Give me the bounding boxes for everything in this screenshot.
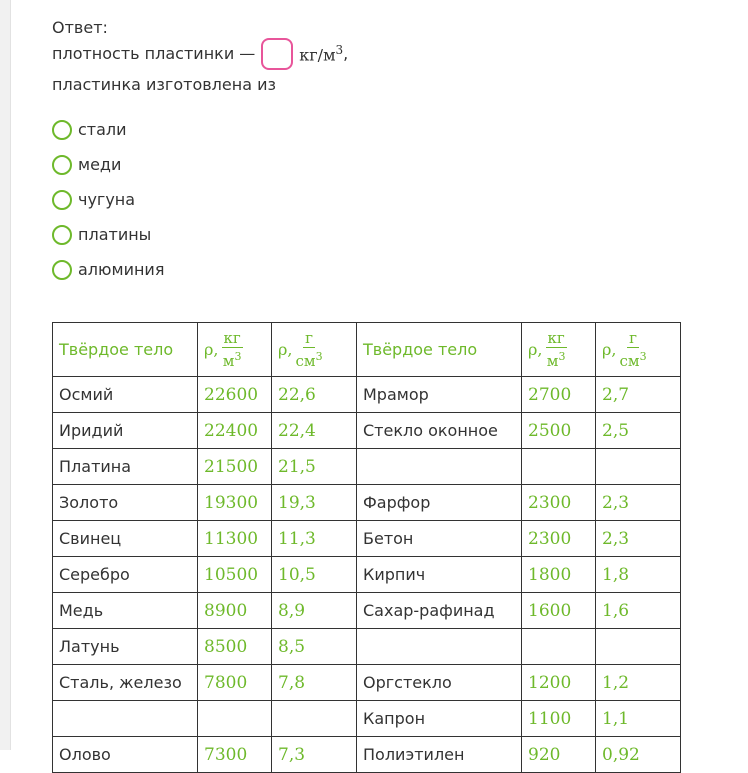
option-copper[interactable]: [52, 147, 164, 182]
option-platinum[interactable]: [52, 217, 164, 252]
cell-kg-m3: 8500: [198, 629, 272, 665]
table-row: [53, 485, 681, 521]
option-label: чугуна: [78, 190, 136, 209]
radio-circle-icon[interactable]: [52, 260, 72, 280]
rho-symbol: ρ,: [204, 340, 219, 359]
unit-m: м: [222, 351, 235, 370]
cell-g-cm3: 2,5: [596, 413, 681, 449]
table-header-row: [53, 323, 681, 377]
density-input[interactable]: [261, 38, 293, 70]
cell-g-cm3: 2,3: [596, 485, 681, 521]
cell-g-cm3: 8,5: [272, 629, 357, 665]
header-rho-kg-m3-2: [522, 323, 596, 377]
cell-g-cm3: 1,2: [596, 665, 681, 701]
cell-kg-m3: [522, 449, 596, 485]
cell-name: Серебро: [53, 557, 198, 593]
density-line: [52, 38, 348, 69]
density-unit: [299, 43, 343, 64]
cell-name: Свинец: [53, 521, 198, 557]
unit-m3: [547, 348, 566, 370]
cell-kg-m3: 10500: [198, 557, 272, 593]
option-label: стали: [78, 120, 127, 139]
header-rho-kg-m3: [198, 323, 272, 377]
unit-suffix: ,: [343, 44, 349, 63]
cell-g-cm3: 21,5: [272, 449, 357, 485]
unit-cm: см: [295, 351, 316, 370]
cell-name: Платина: [53, 449, 198, 485]
unit-g: г: [629, 328, 637, 347]
cell-g-cm3: [272, 701, 357, 737]
table-row: [53, 377, 681, 413]
table-row: [53, 629, 681, 665]
unit-exp: 3: [558, 349, 566, 363]
cell-kg-m3: 2500: [522, 413, 596, 449]
cell-name: Капрон: [357, 701, 522, 737]
cell-g-cm3: 22,6: [272, 377, 357, 413]
table-row: [53, 449, 681, 485]
option-cast-iron[interactable]: [52, 182, 164, 217]
cell-kg-m3: 7800: [198, 665, 272, 701]
cell-kg-m3: 19300: [198, 485, 272, 521]
table-row: [53, 557, 681, 593]
answer-label: Ответ:: [52, 17, 108, 37]
cell-kg-m3: [198, 701, 272, 737]
cell-kg-m3: 11300: [198, 521, 272, 557]
cell-g-cm3: 1,6: [596, 593, 681, 629]
unit-exp: 3: [315, 349, 323, 363]
cell-kg-m3: 21500: [198, 449, 272, 485]
option-label: платины: [78, 225, 152, 244]
cell-name: Осмий: [53, 377, 198, 413]
cell-g-cm3: 11,3: [272, 521, 357, 557]
cell-name: Латунь: [53, 629, 198, 665]
table-row: [53, 737, 681, 773]
cell-kg-m3: 1200: [522, 665, 596, 701]
cell-g-cm3: 19,3: [272, 485, 357, 521]
density-table: [52, 322, 681, 773]
unit-cm3: [296, 348, 323, 370]
cell-g-cm3: [596, 449, 681, 485]
cell-name: [357, 449, 522, 485]
unit-exponent: 3: [335, 42, 344, 57]
radio-circle-icon[interactable]: [52, 120, 72, 140]
table-row: [53, 521, 681, 557]
table-row: [53, 413, 681, 449]
cell-name: Сахар-рафинад: [357, 593, 522, 629]
answer-block: [52, 16, 348, 100]
cell-g-cm3: 0,92: [596, 737, 681, 773]
cell-g-cm3: 1,1: [596, 701, 681, 737]
cell-kg-m3: 2300: [522, 485, 596, 521]
header-rho-g-cm3: [272, 323, 357, 377]
option-aluminium[interactable]: [52, 252, 164, 287]
cell-name: Иридий: [53, 413, 198, 449]
cell-name: Фарфор: [357, 485, 522, 521]
cell-g-cm3: 22,4: [272, 413, 357, 449]
cell-g-cm3: 2,7: [596, 377, 681, 413]
cell-kg-m3: 1100: [522, 701, 596, 737]
option-steel[interactable]: [52, 112, 164, 147]
cell-g-cm3: 8,9: [272, 593, 357, 629]
cell-name: Оргстекло: [357, 665, 522, 701]
cell-kg-m3: 2700: [522, 377, 596, 413]
header-rho-g-cm3-2: [596, 323, 681, 377]
cell-name: Полиэтилен: [357, 737, 522, 773]
cell-name: Олово: [53, 737, 198, 773]
cell-name: Кирпич: [357, 557, 522, 593]
option-label: алюминия: [78, 260, 165, 279]
unit-kg: кг: [223, 328, 241, 347]
cell-name: Золото: [53, 485, 198, 521]
rho-symbol: ρ,: [278, 340, 293, 359]
unit-kg: кг: [547, 328, 565, 347]
cell-kg-m3: 22600: [198, 377, 272, 413]
cell-kg-m3: 7300: [198, 737, 272, 773]
unit-cm3: [620, 348, 647, 370]
table-row: [53, 593, 681, 629]
unit-m3: [223, 348, 242, 370]
material-prompt: пластинка изготовлена из: [52, 75, 276, 94]
cell-g-cm3: [596, 629, 681, 665]
table-row: [53, 665, 681, 701]
table-row: [53, 701, 681, 737]
unit-g: г: [305, 328, 313, 347]
cell-name: [357, 629, 522, 665]
cell-name: Бетон: [357, 521, 522, 557]
cell-name: Мрамор: [357, 377, 522, 413]
cell-g-cm3: 10,5: [272, 557, 357, 593]
radio-circle-icon[interactable]: [52, 155, 72, 175]
cell-name: Стекло оконное: [357, 413, 522, 449]
unit-base: кг/м: [299, 45, 336, 65]
cell-name: Медь: [53, 593, 198, 629]
cell-kg-m3: 8900: [198, 593, 272, 629]
header-solid: Твёрдое тело: [53, 323, 198, 377]
cell-name: [53, 701, 198, 737]
unit-m: м: [546, 351, 559, 370]
material-options: [52, 112, 164, 287]
cell-kg-m3: 1800: [522, 557, 596, 593]
page-left-border: [0, 0, 11, 750]
unit-exp: 3: [234, 349, 242, 363]
density-prefix: плотность пластинки —: [52, 44, 256, 63]
cell-kg-m3: 920: [522, 737, 596, 773]
unit-exp: 3: [639, 349, 647, 363]
radio-circle-icon[interactable]: [52, 225, 72, 245]
cell-kg-m3: 2300: [522, 521, 596, 557]
rho-symbol: ρ,: [602, 340, 617, 359]
header-solid-2: Твёрдое тело: [357, 323, 522, 377]
cell-kg-m3: 22400: [198, 413, 272, 449]
cell-g-cm3: 1,8: [596, 557, 681, 593]
rho-symbol: ρ,: [528, 340, 543, 359]
cell-g-cm3: 7,3: [272, 737, 357, 773]
cell-kg-m3: 1600: [522, 593, 596, 629]
cell-name: Сталь, железо: [53, 665, 198, 701]
unit-cm: см: [619, 351, 640, 370]
cell-g-cm3: 2,3: [596, 521, 681, 557]
cell-g-cm3: 7,8: [272, 665, 357, 701]
cell-kg-m3: [522, 629, 596, 665]
radio-circle-icon[interactable]: [52, 190, 72, 210]
option-label: меди: [78, 155, 122, 174]
